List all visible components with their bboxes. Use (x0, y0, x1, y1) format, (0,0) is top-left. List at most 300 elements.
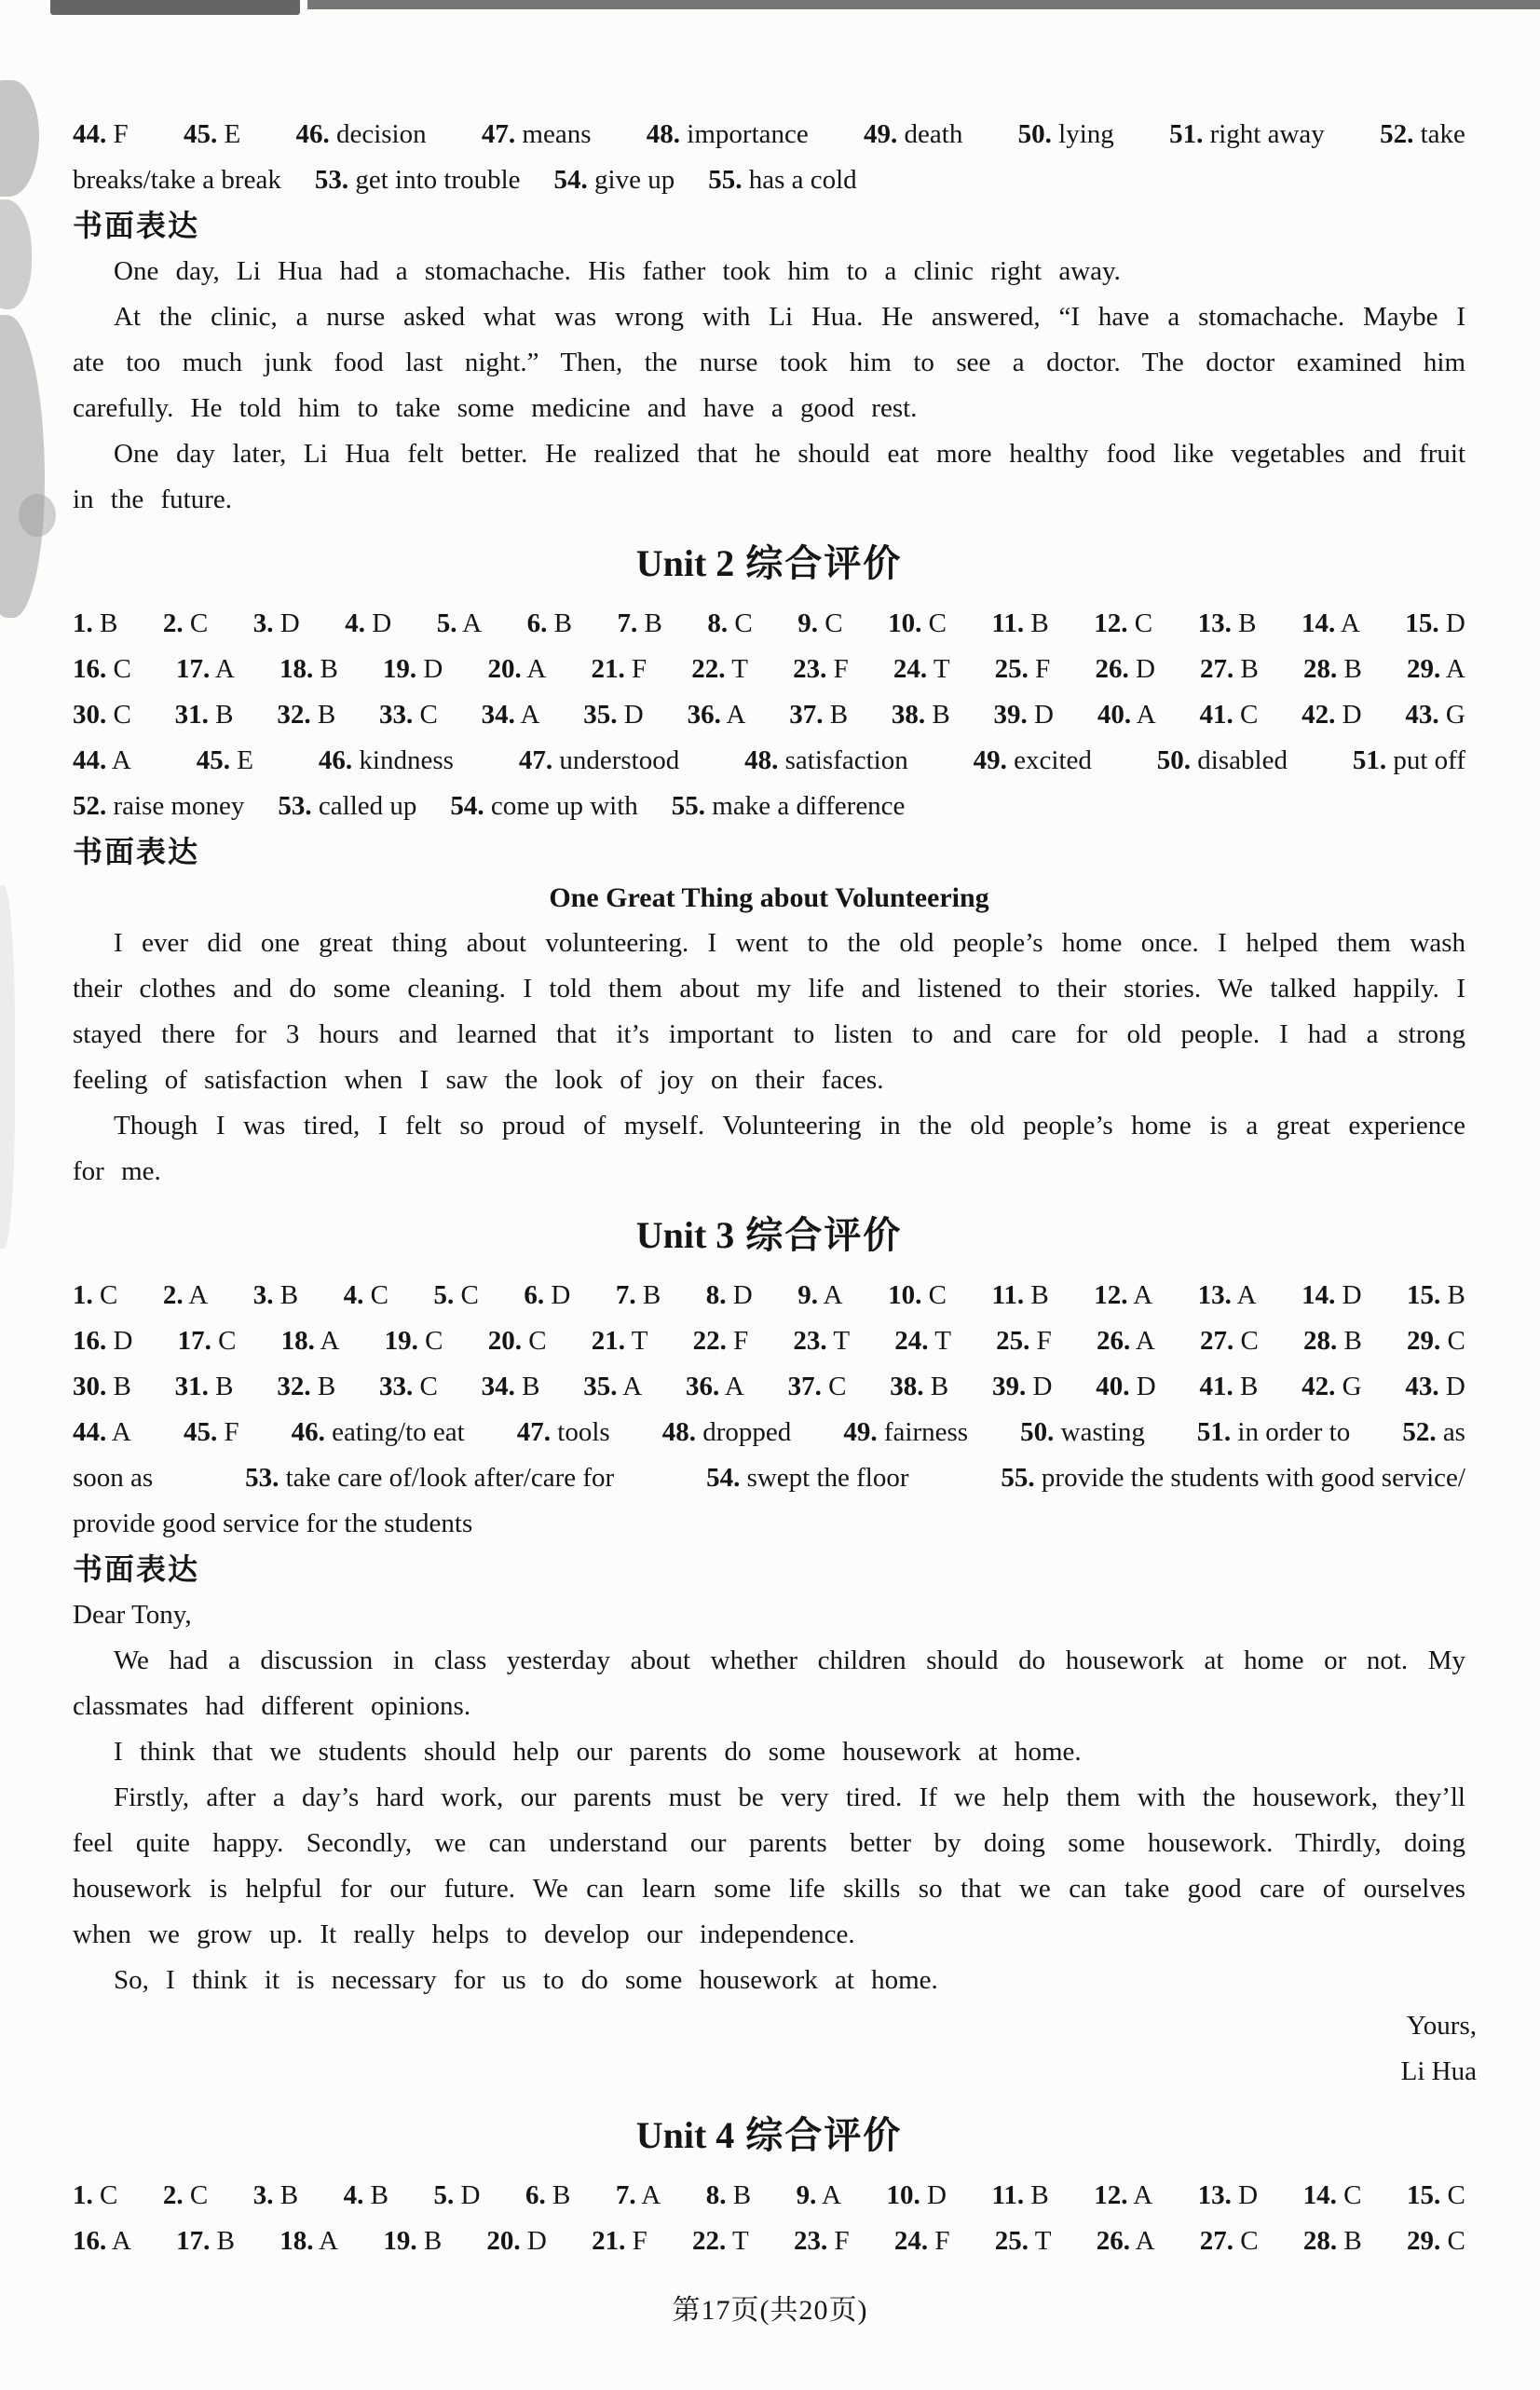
answer-item (245, 1455, 614, 1501)
answer-number: 1. (73, 2180, 93, 2210)
answer-item (617, 601, 661, 647)
answer-item (1200, 1318, 1259, 1364)
answer-number: 8. (705, 1280, 727, 1310)
answer-number: 26. (1096, 2226, 1130, 2256)
answer-item (992, 1273, 1049, 1318)
answer-item (991, 601, 1048, 647)
answer-number: 3. (252, 608, 274, 638)
unit-heading-en: Unit 3 (635, 1214, 735, 1256)
section-heading-cn: 书面表达 (73, 208, 200, 243)
answer-item (319, 738, 454, 784)
answer-item (281, 1318, 340, 1364)
answer-text: get into trouble (355, 165, 521, 195)
answer-item (437, 601, 482, 647)
answer-item (797, 2173, 841, 2219)
answer-row (73, 1410, 1465, 1455)
answer-item (434, 1273, 479, 1318)
answer-text: A (1133, 2180, 1153, 2210)
answer-text: B (932, 700, 950, 730)
answer-item (73, 2219, 131, 2264)
answer-item (1020, 1410, 1145, 1455)
answer-text: F (1036, 1326, 1052, 1356)
answer-text: decision (335, 119, 427, 149)
answer-row (73, 112, 1465, 157)
answer-number: 24. (894, 1326, 929, 1356)
essay-paragraph: Though I was tired, I felt so proud of myself. Volunteering in the old people’s home is a great experience for me. (73, 1111, 1465, 1186)
answer-number: 21. (591, 654, 625, 684)
answer-text: A (188, 1280, 209, 1310)
answer-item (797, 1273, 842, 1318)
answer-number: 4. (343, 1280, 364, 1310)
answer-text: C (528, 1326, 547, 1356)
answer-text: D (423, 654, 443, 684)
answer-text: A (319, 2226, 339, 2256)
answer-number: 10. (888, 1280, 922, 1310)
answer-number: 23. (793, 1326, 827, 1356)
unit-heading-cn: 综合评价 (745, 542, 903, 585)
answer-text: D (551, 1280, 571, 1310)
answer-item (843, 1410, 968, 1455)
answer-text: B (100, 608, 118, 638)
answer-number: 54. (450, 791, 484, 821)
answer-number: 29. (1407, 1326, 1441, 1356)
answer-item (73, 692, 131, 738)
answer-item (279, 647, 338, 692)
answer-text: B (732, 2180, 752, 2210)
answer-number: 11. (991, 2180, 1025, 2210)
answer-item (708, 157, 856, 203)
answer-number: 31. (174, 1372, 209, 1401)
answer-text: A (1236, 1280, 1257, 1310)
answer-text: soon as (73, 1463, 154, 1493)
answer-number: 23. (793, 654, 827, 684)
answer-number: 46. (318, 745, 353, 775)
answer-number: 27. (1200, 654, 1234, 684)
answer-text: C (218, 1326, 237, 1356)
answer-text: C (113, 654, 131, 684)
answer-text: F (224, 1417, 239, 1447)
answer-text: A (622, 1372, 643, 1401)
answer-item (1407, 2173, 1465, 2219)
answer-row (73, 784, 1465, 829)
answer-number: 16. (73, 2226, 107, 2256)
answer-number: 22. (692, 1326, 727, 1356)
answer-number: 30. (73, 1372, 107, 1401)
answer-item (73, 157, 281, 203)
answer-item (176, 647, 235, 692)
answer-item (1303, 647, 1362, 692)
answer-item (517, 1410, 610, 1455)
answer-text: called up (318, 791, 417, 821)
answer-item (1198, 601, 1257, 647)
answer-text: A (214, 654, 235, 684)
answer-item (692, 2219, 749, 2264)
essay-paragraph: So, I think it is necessary for us to do some housework at home. (114, 1965, 938, 1995)
answer-item (1198, 1273, 1257, 1318)
answer-text: D (1445, 1372, 1465, 1401)
answer-text: F (834, 2226, 850, 2256)
answer-number: 25. (994, 654, 1029, 684)
answer-number: 14. (1302, 1280, 1336, 1310)
answer-item (482, 692, 540, 738)
answer-item (1198, 2173, 1258, 2219)
answer-text: swept the floor (746, 1463, 909, 1493)
answer-item (197, 738, 253, 784)
answer-item (163, 1273, 208, 1318)
answer-number: 52. (1402, 1417, 1437, 1447)
answer-number: 27. (1199, 2226, 1234, 2256)
answer-text: A (1135, 1326, 1155, 1356)
answer-text: B (552, 2180, 571, 2210)
answer-item (73, 601, 117, 647)
answer-number: 1. (73, 608, 93, 638)
unit-heading (73, 1208, 1465, 1263)
answer-item (1405, 601, 1465, 647)
answer-number: 48. (744, 745, 779, 775)
letter-salutation: Dear Tony, (73, 1600, 192, 1630)
answer-item (1353, 738, 1465, 784)
answer-text: D (927, 2180, 947, 2210)
answer-number: 55. (1001, 1463, 1035, 1493)
unit-heading (73, 2108, 1465, 2164)
answer-item (688, 692, 746, 738)
answer-number: 47. (481, 119, 516, 149)
answer-item (1302, 692, 1361, 738)
answer-number: 51. (1352, 745, 1387, 775)
answer-text: death (904, 119, 963, 149)
answer-number: 8. (707, 608, 729, 638)
answer-number: 7. (617, 608, 638, 638)
answer-item (482, 1364, 540, 1410)
answer-text: T (1034, 2226, 1052, 2256)
answer-item (1094, 601, 1152, 647)
answer-number: 7. (615, 2180, 636, 2210)
answer-number: 13. (1197, 1280, 1232, 1310)
answer-text: T (731, 654, 748, 684)
answer-number: 16. (73, 1326, 107, 1356)
answer-text: C (113, 700, 131, 730)
answer-number: 34. (481, 700, 515, 730)
answer-number: 33. (378, 1372, 414, 1401)
answer-number: 21. (592, 2226, 626, 2256)
answer-text: B (320, 654, 338, 684)
answer-text: F (733, 1326, 749, 1356)
answer-item (647, 112, 809, 157)
answer-text: B (279, 1280, 299, 1310)
answer-text: B (1030, 2180, 1049, 2210)
answer-number: 29. (1406, 654, 1441, 684)
answer-number: 43. (1405, 1372, 1439, 1401)
answer-number: 32. (277, 700, 311, 730)
answer-text: D (1032, 1372, 1053, 1401)
answer-item (1094, 2173, 1152, 2219)
answer-item (995, 647, 1051, 692)
answer-text: C (928, 608, 947, 638)
answer-item (253, 601, 300, 647)
answer-number: 21. (591, 1326, 625, 1356)
answer-number: 55. (671, 791, 706, 821)
answer-text: B (1343, 1326, 1362, 1356)
answer-item (1303, 2173, 1362, 2219)
answer-number: 14. (1302, 608, 1336, 638)
answer-text: G (1342, 1372, 1362, 1401)
scan-artifact-smudge (19, 494, 56, 537)
answer-number: 2. (162, 608, 184, 638)
answer-number: 42. (1302, 1372, 1336, 1401)
answer-text: tools (557, 1417, 610, 1447)
answer-number: 33. (378, 700, 414, 730)
answer-item (892, 692, 950, 738)
answer-text: disabled (1197, 745, 1288, 775)
answer-number: 2. (162, 2180, 184, 2210)
essay-paragraph: One day later, Li Hua felt better. He realized that he should eat more healthy food like vegetables and fruit in the future. (73, 439, 1465, 514)
answer-number: 45. (196, 745, 231, 775)
answer-row (73, 157, 1465, 203)
answer-number: 54. (553, 165, 588, 195)
answer-item (344, 2173, 388, 2219)
answer-item (583, 1364, 642, 1410)
answer-text: B (113, 1372, 131, 1401)
answer-text: T (731, 2226, 749, 2256)
answer-text: D (279, 608, 300, 638)
answer-number: 50. (1017, 119, 1052, 149)
answer-text: A (724, 1372, 744, 1401)
answer-item (344, 1273, 388, 1318)
unit-heading-en: Unit 2 (635, 542, 735, 584)
answer-number: 18. (279, 654, 314, 684)
answer-row (73, 2219, 1465, 2264)
answer-item (1169, 112, 1325, 157)
answer-number: 36. (685, 1372, 720, 1401)
answer-text: C (370, 1280, 388, 1310)
answer-number: 38. (891, 700, 926, 730)
answer-number: 24. (893, 2226, 929, 2256)
answer-text: B (317, 1372, 336, 1401)
answer-number: 37. (789, 700, 824, 730)
answer-item (450, 784, 637, 829)
answer-text: provide the students with good service/ (1041, 1463, 1465, 1493)
answer-number: 1. (73, 1280, 93, 1310)
answer-number: 18. (280, 1326, 315, 1356)
answer-number: 44. (73, 1417, 107, 1447)
answer-text: C (425, 1326, 443, 1356)
answer-item (864, 112, 962, 157)
essay-paragraph: At the clinic, a nurse asked what was wrong with Li Hua. He answered, “I have a stomachache. Maybe I ate too much junk food last night.” Then, the nurse took him to see a doctor. The doctor examined him carefully. He told him to take some medicine and have a good rest. (73, 302, 1465, 423)
answer-item (184, 1410, 239, 1455)
answer-item (73, 1410, 131, 1455)
answer-number: 5. (436, 608, 457, 638)
answer-text: make a difference (712, 791, 906, 821)
answer-number: 7. (615, 1280, 636, 1310)
answer-item (1199, 692, 1258, 738)
answer-text: A (822, 2180, 841, 2210)
answer-number: 6. (524, 1280, 545, 1310)
essay-paragraph: One day, Li Hua had a stomachache. His father took him to a clinic right away. (114, 256, 1121, 286)
answer-text: importance (687, 119, 809, 149)
answer-number: 13. (1197, 2180, 1232, 2210)
answer-text: C (1239, 700, 1259, 730)
answer-number: 46. (295, 119, 330, 149)
answer-item (527, 601, 572, 647)
answer-text: A (823, 1280, 843, 1310)
answer-text: as (1442, 1417, 1465, 1447)
answer-text: A (520, 700, 540, 730)
answer-text: B (317, 700, 336, 730)
answer-text: D (372, 608, 392, 638)
answer-item (1097, 2219, 1155, 2264)
answer-text: B (1030, 608, 1049, 638)
answer-number: 52. (73, 791, 107, 821)
answer-item (482, 112, 592, 157)
answer-item (706, 1455, 908, 1501)
answer-number: 43. (1405, 700, 1439, 730)
answer-text: C (825, 608, 843, 638)
answer-text: excited (1014, 745, 1092, 775)
answer-item (73, 784, 244, 829)
answer-item (1407, 647, 1465, 692)
answer-item (73, 2173, 117, 2219)
answer-text: C (1343, 2180, 1362, 2210)
answer-item (793, 1318, 850, 1364)
answer-text: D (1238, 2180, 1259, 2210)
answer-number: 20. (487, 1326, 522, 1356)
answer-item (554, 157, 675, 203)
answer-item (1303, 2219, 1362, 2264)
answer-row (73, 1455, 1465, 1501)
answer-number: 20. (487, 654, 522, 684)
answer-number: 9. (796, 2180, 817, 2210)
scan-artifact-smudge (0, 80, 39, 197)
answer-item (315, 157, 521, 203)
answer-item (1405, 692, 1465, 738)
answer-text: C (189, 2180, 209, 2210)
answer-item (992, 2173, 1049, 2219)
scan-artifact-smudge (0, 315, 45, 618)
answer-row (73, 647, 1465, 692)
unit-heading-cn: 综合评价 (745, 1214, 903, 1257)
letter-signoff: Yours, (1406, 2011, 1477, 2041)
answer-text: B (215, 1372, 234, 1401)
answer-text: F (632, 2226, 647, 2256)
answer-item (583, 692, 643, 738)
answer-item (1097, 692, 1156, 738)
answer-text: F (833, 654, 849, 684)
answer-number: 32. (277, 1372, 311, 1401)
answer-item (996, 1318, 1052, 1364)
answer-number: 45. (183, 119, 218, 149)
answer-text: D (1136, 1372, 1156, 1401)
scan-artifact-top-bar (50, 0, 300, 15)
answer-text: C (100, 2180, 118, 2210)
answer-number: 9. (797, 1280, 818, 1310)
answer-text: T (933, 654, 950, 684)
answer-number: 34. (481, 1372, 515, 1401)
answer-number: 53. (314, 165, 349, 195)
answer-number: 42. (1302, 700, 1336, 730)
answer-item (992, 1364, 1052, 1410)
answer-text: A (111, 1417, 131, 1447)
scan-artifact-smudge (0, 199, 32, 309)
answer-text: F (934, 2226, 950, 2256)
answer-sheet-content (73, 112, 1477, 2264)
answer-number: 2. (162, 1280, 184, 1310)
answer-item (693, 1318, 749, 1364)
answer-text: take care of/look after/care for (285, 1463, 615, 1493)
answer-item (707, 601, 752, 647)
answer-number: 41. (1199, 700, 1233, 730)
scan-artifact-smudge (0, 885, 15, 1249)
answer-item (253, 1273, 298, 1318)
answer-item (486, 2219, 546, 2264)
answer-item (888, 1273, 947, 1318)
answer-item (73, 738, 131, 784)
answer-number: 47. (516, 1417, 552, 1447)
answer-text: C (419, 700, 438, 730)
answer-text: satisfaction (784, 745, 908, 775)
answer-number: 45. (183, 1417, 218, 1447)
answer-number: 44. (73, 745, 107, 775)
answer-text: A (320, 1326, 340, 1356)
answer-item (176, 2219, 235, 2264)
answer-text: A (111, 2226, 131, 2256)
answer-number: 10. (888, 608, 922, 638)
answer-number: 19. (384, 1326, 418, 1356)
essay-paragraph: I ever did one great thing about volunteering. I went to the old people’s home once. I helped them wash their clothes and do some cleaning. I told them about my life and listened to their stories. We talked happily. I stayed there for 3 hours and learned that it’s important to listen to and care for old people. I had a strong feeling of satisfaction when I saw the look of joy on their faces. (73, 928, 1465, 1095)
answer-number: 25. (996, 1326, 1030, 1356)
answer-text: D (1034, 700, 1054, 730)
answer-item (1407, 2219, 1465, 2264)
answer-text: D (526, 2226, 547, 2256)
answer-item (73, 112, 129, 157)
answer-text: take (1420, 119, 1465, 149)
answer-item (1096, 1364, 1155, 1410)
answer-row (73, 2173, 1465, 2219)
section-heading-cn: 书面表达 (73, 1551, 200, 1587)
answer-text: B (522, 1372, 540, 1401)
answer-text: C (100, 1280, 118, 1310)
answer-number: 9. (797, 608, 818, 638)
answer-number: 30. (73, 700, 107, 730)
answer-number: 40. (1096, 1372, 1130, 1401)
answer-text: kindness (359, 745, 454, 775)
answer-number: 19. (383, 2226, 417, 2256)
answer-number: 40. (1097, 700, 1132, 730)
answer-number: 11. (991, 608, 1025, 638)
answer-number: 3. (252, 2180, 274, 2210)
answer-number: 6. (525, 2180, 546, 2210)
answer-item (1407, 1318, 1465, 1364)
scan-artifact-top-bar-2 (307, 0, 1540, 9)
answer-text: dropped (702, 1417, 792, 1447)
answer-text: F (631, 654, 647, 684)
answer-item (1157, 738, 1288, 784)
essay-paragraph: We had a discussion in class yesterday about whether children should do housework at home or not. My classmates had different opinions. (73, 1646, 1465, 1721)
answer-text: D (1342, 1280, 1362, 1310)
answer-text: B (215, 700, 234, 730)
answer-text: C (1447, 2226, 1465, 2256)
answer-item (894, 2219, 950, 2264)
answer-number: 49. (843, 1417, 878, 1447)
answer-item (434, 2173, 481, 2219)
answer-row (73, 1318, 1465, 1364)
answer-text: C (928, 1280, 947, 1310)
answer-number: 51. (1169, 119, 1204, 149)
answer-item (592, 2219, 647, 2264)
answer-number: 12. (1094, 2180, 1128, 2210)
answer-number: 16. (73, 654, 107, 684)
answer-item (894, 1318, 951, 1364)
essay-paragraph: I think that we students should help our parents do some housework at home. (114, 1737, 1082, 1767)
